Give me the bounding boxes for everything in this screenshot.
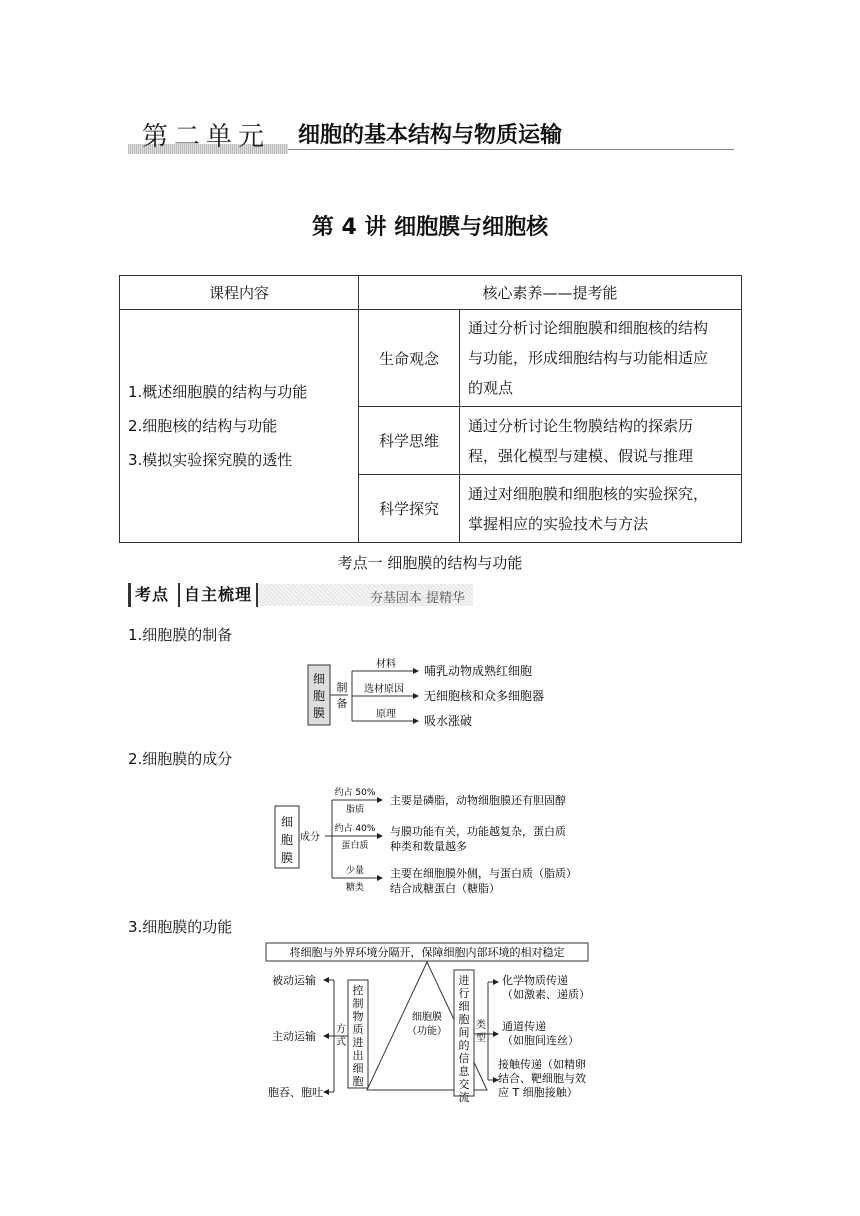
method-char: 式 xyxy=(336,1037,346,1048)
category-cell: 生命观念 xyxy=(359,310,460,407)
type-item: （如激素、递质） xyxy=(502,988,590,1001)
desc-line: 掌握相应的实验技术与方法 xyxy=(468,514,649,533)
signal-char: 息 xyxy=(458,1065,470,1078)
signal-char: 行 xyxy=(458,987,470,1000)
signal-char: 间 xyxy=(458,1026,470,1039)
center-text: 细胞膜 xyxy=(412,1012,442,1023)
desc-line: 通过分析讨论细胞膜和细胞核的结构 xyxy=(468,319,709,337)
control-char: 质 xyxy=(352,1023,364,1036)
prep-mid-char: 备 xyxy=(336,697,348,710)
prep-label: 材料 xyxy=(376,659,396,670)
center-text: （功能） xyxy=(407,1026,447,1037)
comp-box-char: 膜 xyxy=(280,851,294,865)
category-cell: 科学探究 xyxy=(359,475,460,543)
control-char: 物 xyxy=(352,1010,364,1023)
unit-label: 第二单元 xyxy=(142,122,271,152)
type-item: 结合、靶细胞与效 xyxy=(498,1072,586,1085)
signal-char: 胞 xyxy=(458,1013,470,1026)
prep-mid-char: 制 xyxy=(336,681,348,694)
description-cell xyxy=(460,310,742,407)
desc-line: 程，强化模型与建模、假说与推理 xyxy=(468,446,694,465)
banner-tag: 夯基固本 提精华 xyxy=(369,591,465,606)
comp-top: 约占 50% xyxy=(334,788,376,798)
comp-box-char: 胞 xyxy=(280,833,294,847)
control-char: 出 xyxy=(352,1049,364,1062)
control-char: 胞 xyxy=(352,1075,364,1088)
comp-text: 主要在细胞膜外侧，与蛋白质（脂质） xyxy=(390,867,577,880)
banner-label-2: 自主梳理 xyxy=(178,583,258,607)
type-char: 类 xyxy=(476,1020,486,1031)
comp-text: 种类和数量越多 xyxy=(390,840,467,853)
curriculum-table xyxy=(119,275,742,543)
control-char: 细 xyxy=(352,1062,364,1075)
comp-mid: 成分 xyxy=(300,832,320,843)
unit-title: 细胞的基本结构与物质运输 xyxy=(298,122,563,148)
description-cell xyxy=(460,475,742,543)
type-item: 应 T 细胞接触） xyxy=(498,1086,578,1099)
control-char: 控 xyxy=(352,984,364,997)
method-item: 主动运输 xyxy=(272,1030,316,1043)
comp-top: 少量 xyxy=(345,866,365,876)
type-char: 型 xyxy=(476,1033,486,1044)
signal-char: 信 xyxy=(458,1052,470,1065)
section-title: 考点一 细胞膜的结构与功能 xyxy=(337,554,523,572)
signal-char: 流 xyxy=(458,1091,470,1104)
prep-box-char: 膜 xyxy=(312,706,326,720)
unit-header xyxy=(128,116,734,158)
table-header-literacy: 核心素养——提考能 xyxy=(359,276,742,310)
type-item: 通道传递 xyxy=(502,1020,546,1033)
table-header-content: 课程内容 xyxy=(120,276,359,310)
prep-diagram xyxy=(300,655,570,733)
method-char: 方 xyxy=(336,1024,346,1035)
comp-bottom: 糖类 xyxy=(345,883,365,893)
function-diagram xyxy=(262,940,602,1106)
desc-line: 的观点 xyxy=(468,379,514,397)
prep-label: 原理 xyxy=(376,709,396,720)
signal-char: 进 xyxy=(458,974,470,987)
prep-box-char: 胞 xyxy=(312,689,326,703)
content-items xyxy=(120,310,359,543)
control-char: 进 xyxy=(352,1036,364,1049)
comp-text: 结合成糖蛋白（糖脂） xyxy=(390,882,500,894)
prep-box-char: 细 xyxy=(312,672,326,686)
comp-bottom: 脂质 xyxy=(345,805,365,815)
description-cell xyxy=(460,407,742,475)
content-item: 1.概述细胞膜的结构与功能 xyxy=(128,383,308,401)
method-item: 胞吞、胞吐 xyxy=(268,1086,323,1099)
composition-diagram xyxy=(270,784,600,894)
desc-line: 通过对细胞膜和细胞核的实验探究， xyxy=(468,484,709,503)
content-item: 3.模拟实验探究膜的透性 xyxy=(128,451,293,469)
comp-top: 约占 40% xyxy=(334,824,376,834)
category-cell: 科学思维 xyxy=(359,407,460,475)
section-2-heading: 2.细胞膜的成分 xyxy=(128,750,233,768)
desc-line: 与功能，形成细胞结构与功能相适应 xyxy=(468,349,709,367)
type-item: （如胞间连丝） xyxy=(502,1034,579,1047)
content-item: 2.细胞核的结构与功能 xyxy=(128,417,278,435)
banner-label-1: 考点 xyxy=(128,583,183,607)
signal-char: 细 xyxy=(458,1000,470,1013)
section-banner xyxy=(128,583,473,607)
prep-text: 哺乳动物成熟红细胞 xyxy=(424,664,533,678)
comp-text: 主要是磷脂，动物细胞膜还有胆固醇 xyxy=(390,794,566,807)
comp-box-char: 细 xyxy=(280,815,294,829)
barrier-text: 将细胞与外界环境分隔开，保障细胞内部环境的相对稳定 xyxy=(289,946,565,959)
type-item: 化学物质传递 xyxy=(502,974,568,987)
prep-text: 吸水涨破 xyxy=(424,714,473,728)
banner-shade xyxy=(258,584,473,606)
control-char: 制 xyxy=(352,997,364,1010)
lecture-title: 第 4 讲 细胞膜与细胞核 xyxy=(311,215,549,240)
section-3-heading: 3.细胞膜的功能 xyxy=(128,918,233,936)
method-item: 被动运输 xyxy=(272,974,316,987)
prep-label: 选材原因 xyxy=(364,684,404,695)
signal-char: 的 xyxy=(458,1039,470,1052)
signal-char: 交 xyxy=(458,1078,470,1091)
desc-line: 通过分析讨论生物膜结构的探索历 xyxy=(468,416,694,435)
section-1-heading: 1.细胞膜的制备 xyxy=(128,626,233,644)
type-item: 接触传递（如精卵 xyxy=(498,1058,586,1071)
comp-bottom: 蛋白质 xyxy=(341,841,369,851)
comp-text: 与膜功能有关，功能越复杂，蛋白质 xyxy=(390,825,566,838)
unit-header-rule xyxy=(288,149,734,150)
prep-text: 无细胞核和众多细胞器 xyxy=(424,689,545,703)
